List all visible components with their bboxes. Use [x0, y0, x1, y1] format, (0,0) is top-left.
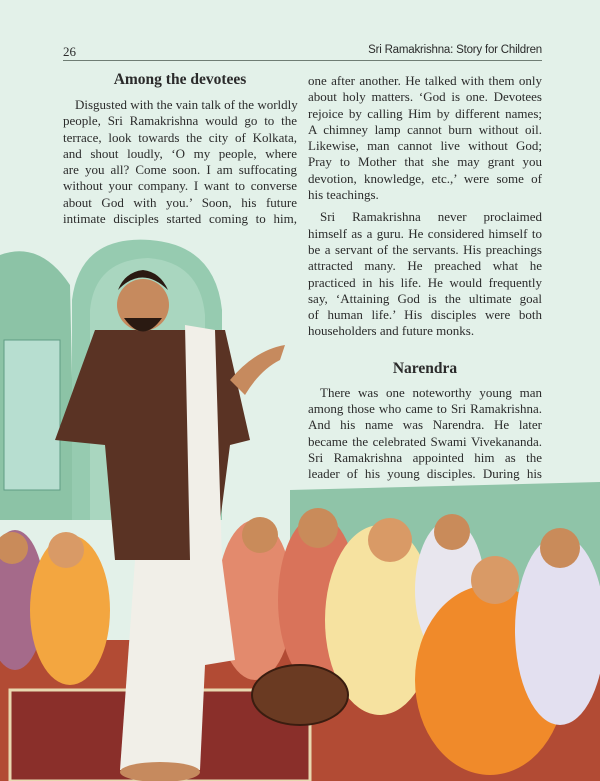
text-line: Pray to Mother that she may grant you — [308, 154, 542, 170]
text-line: householders and future monks. — [308, 323, 475, 339]
text-line: There was one noteworthy young man — [320, 384, 542, 400]
text-line: about God with you.’ Soon, his future — [63, 194, 297, 210]
text-line: of human life.’ His disciples were both — [308, 307, 542, 323]
text-line: be a servant of the servants. His preachings — [308, 241, 542, 257]
text-line: terrace, look towards the city of Kolkata, — [63, 129, 297, 145]
text-line: A chimney lamp cannot burn without oil. — [308, 121, 542, 137]
left-column — [63, 71, 297, 227]
text-line: one after another. He talked with them only — [308, 73, 542, 88]
text-line: Likewise, man cannot live without God; — [308, 138, 542, 154]
drum-icon — [252, 665, 348, 725]
paragraph — [308, 73, 542, 203]
page-number: 26 — [63, 44, 76, 59]
text-line: leader of his young disciples. During his — [308, 466, 542, 482]
paragraph — [308, 385, 542, 483]
text-line: became the celebrated Swami Vivekananda. — [308, 433, 542, 449]
text-line: And his name was Narendra. He later — [308, 417, 542, 433]
text-line: his teachings. — [308, 187, 379, 203]
text-line: himself as a guru. He considered himself to — [308, 225, 542, 241]
text-line: about holy matters. ‘God is one. Devotees — [308, 89, 542, 105]
text-line: among those who came to Sri Ramakrishna. — [308, 401, 542, 417]
text-line: are you all? Come soon. I am suffocating — [63, 162, 297, 178]
window-shutter — [4, 340, 60, 490]
text-line: Disgusted with the vain talk of the worldly — [75, 97, 298, 112]
section-heading-among-devotees: Among the devotees — [113, 71, 247, 88]
right-column — [308, 73, 542, 483]
text-line: and shout loudly, ‘O my people, where — [63, 145, 297, 161]
paragraph — [63, 97, 297, 227]
text-line: say, ‘Attaining God is the ultimate goal — [308, 290, 542, 306]
text-line: without your company. I want to converse — [63, 178, 297, 194]
text-line: intimate disciples started coming to him, — [63, 211, 297, 227]
section-heading-narendra: Narendra — [392, 359, 458, 377]
header-rule — [63, 60, 542, 61]
text-line: practiced in his life. He would frequently — [308, 274, 542, 290]
text-line: Sri Ramakrishna appointed him as the — [308, 449, 542, 465]
text-line: rejoice by calling Him by different names; — [308, 105, 542, 121]
text-line: devotion, knowledge, etc.,’ were some of — [308, 170, 542, 186]
text-line: people, Sri Ramakrishna would go to the — [63, 113, 297, 129]
running-header-title: Sri Ramakrishna: Story for Children — [368, 44, 542, 56]
text-line: Sri Ramakrishna never proclaimed — [320, 209, 542, 225]
text-line: attracted many. He preached what he — [308, 258, 542, 274]
paragraph — [308, 209, 542, 339]
